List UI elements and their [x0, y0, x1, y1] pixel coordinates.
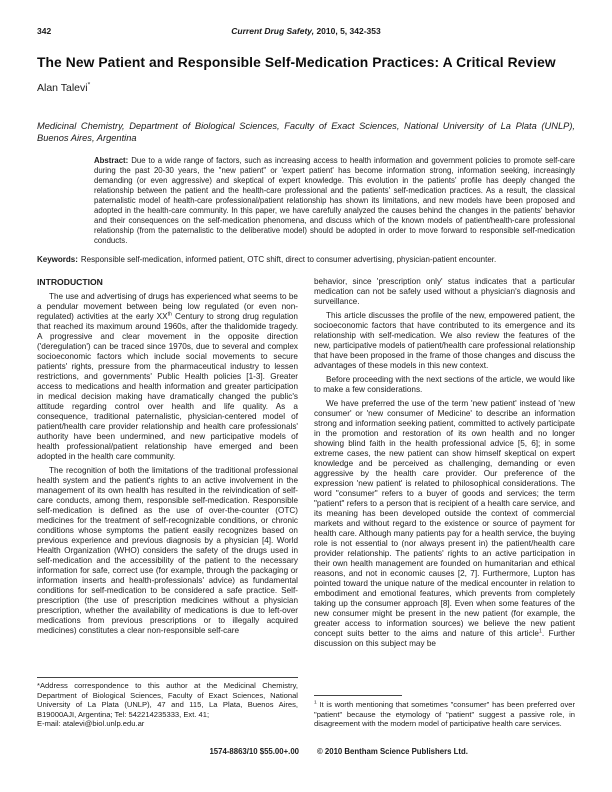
article-title: The New Patient and Responsible Self-Medication Practices: A Critical Review	[37, 55, 556, 70]
author-line	[37, 82, 575, 94]
footnote-separator	[314, 695, 402, 696]
superscript: 1	[314, 700, 317, 706]
superscript: th	[167, 310, 172, 317]
abstract-text: Due to a wide range of factors, such as increasing access to health information and government policies to promote self-care during the past 20-30 years, the "new patient" or 'expert patient' has become information strong, information seeking, increasingly demanding (or even aggressive) and skeptical of expert knowledge. This evolution in the patients' profile has deeply changed the relationship between the patient and the health-care professional and the patients' self-medication practices. As a result, the classical paternalistic model of health-care professional/patient relationship has shown its limitations, and new models have been proposed and adopted in the health-care community. In this paper, we have carefully analyzed the causes behind the changes in the patients' behavior and their consequences on the self-medication phenomena, and discuss which of the known models of patient/health-care professional relationship (from the paternalistic to the deliberative model) should be adopted in order to move forward to responsible self-medication conducts.	[94, 155, 575, 245]
keywords-line	[37, 255, 575, 264]
author-correspondence-mark: *	[87, 81, 91, 88]
text-run: E-mail: atalevi@biol.unlp.edu.ar	[37, 719, 145, 729]
left-column-text	[37, 292, 298, 640]
paragraph	[314, 700, 575, 728]
copyright-notice: © 2010 Bentham Science Publishers Ltd.	[317, 747, 468, 756]
abstract-block	[94, 156, 575, 246]
journal-reference	[127, 26, 485, 36]
text-run: Century to strong drug regulation that reached its maximum around 1960s, after the thalidomide tragedy. A progressive and clear movement in the opposite direction ('deregulation') can be traced since 1970s, due to several and complex socioeconomic factors which include social movements to secure patients' rights, pressure from the pharmaceutical industry to lessen restrictions, and governments' Public Health policies [1-3]. Greater access to medications and health information and greater participation in medical decision making have dramatically changed the public's attitude regarding control over health and life quality. As a consequence, traditional paternalistic, physician-centered model of patient/health care provider relationship and health care professionals' authority have been undermined, and new participative models of health professional/patient relationship have emerged and been adopted in the health care community.	[37, 311, 298, 461]
text-run: The recognition of both the limitations of the traditional professional health system and the patient's rights to an active involvement in the management of its own health has resulted in the reivindication of self-care conducts, among them, responsible self-medication. Responsible self-medication is defined as the use of over-the-counter (OTC) medicines for the treatment of self-recognizable conditions, or chronic conditions whose symptoms the patient easily recognizes based on previous experience and previous diagnosis by a physician [4]. World Health Organization (WHO) considers the safety of the drugs used in self-medication and the accessibility of the patient to the necessary information for safe, correct use (for example, through the packaging or information inserts and health-professionals' advice) as fundamental conditions for self-medication to be considered a safe practice. Self-prescription (the use of prescription medicines without a physician prescription, whether the availability of medications is due to left-over medications from previous prescriptions or to illegally acquired medicines) constitutes a clear non-responsible self-care	[37, 465, 298, 635]
journal-name: Current Drug Safety,	[231, 26, 315, 36]
section-heading-introduction: INTRODUCTION	[37, 276, 103, 287]
paragraph	[314, 399, 575, 649]
text-run: This article discusses the profile of the new, empowered patient, the socioeconomic factors that have contributed to its emergence and its relationship with self-medication. We also review the features of the new, participative models of patient/health care professional relationship that have been proposed in the frame of those changes and discuss the advantages of these models in this new context.	[314, 310, 575, 370]
superscript: 1	[538, 627, 542, 634]
footnote-1	[314, 695, 575, 728]
paragraph	[37, 292, 298, 462]
text-run: The use and advertising of drugs has experienced what seems to be a pendular movement between being low regulated (or even non-regulated) activities at the early XX	[37, 291, 298, 321]
page-footer	[37, 747, 575, 756]
text-run: Before proceeding with the next sections of the article, we would like to make a few considerations.	[314, 374, 575, 394]
issn-price: 1574-8863/10 $55.00+.00	[209, 747, 299, 756]
abstract-label: Abstract:	[94, 155, 129, 165]
text-run: . Further discussion on this subject may be	[314, 628, 575, 648]
body-columns	[37, 277, 575, 729]
paragraph	[37, 466, 298, 636]
page-number: 342	[37, 26, 52, 36]
left-column	[37, 277, 298, 729]
correspondence-footnote-text	[37, 681, 298, 728]
right-column	[314, 277, 575, 729]
author-name: Alan Talevi	[37, 81, 88, 94]
paragraph	[314, 277, 575, 307]
right-column-text	[314, 277, 575, 653]
paragraph	[37, 719, 298, 728]
paragraph	[314, 375, 575, 395]
paragraph	[314, 311, 575, 371]
keywords-text: Responsible self-medication, informed patient, OTC shift, direct to consumer advertising, physician-patient encounter.	[80, 254, 497, 264]
running-head	[37, 26, 575, 36]
journal-issue-info: 2010, 5, 342-353	[314, 26, 381, 36]
paragraph	[37, 681, 298, 719]
footnote-1-text	[314, 700, 575, 728]
correspondence-footnote	[37, 677, 298, 728]
text-run: behavior, since 'prescription only' status indicates that a particular medication can not be safely used without a physician's diagnosis and surveillance.	[314, 276, 575, 306]
affiliation: Medicinal Chemistry, Department of Biological Sciences, Faculty of Exact Sciences, National University of La Plata (UNLP), Buenos Aires, Argentina	[37, 120, 575, 143]
text-run: *Address correspondence to this author at the Medicinal Chemistry, Department of Biological Sciences, Faculty of Exact Sciences, National University of La Plata (UNLP), 47 and 115, La Plata, Buenos Aires, B19000AJI, Argentina; Tel: 542214235333, Ext. 41;	[37, 681, 298, 719]
text-run: It is worth mentioning that sometimes "consumer" has been preferred over "patient" because the etymology of "patient" suggest a passive role, in disagreement with the modern model of participative health care services.	[314, 700, 575, 729]
text-run: We have preferred the use of the term 'new patient' instead of 'new consumer' or 'new consumer of Medicine' to describe an information strong and information seeking patient, committed to actively participate in the promotion and restoration of its own health and no longer showing blind faith in the health professional advice [5, 6]; in some extreme cases, the new patient can show himself skeptical on expert knowledge and be perceived as challenging, demanding or even aggressive by the health care provider. Our preference of the expression 'new patient' is related to philosophical considerations. The word "consumer" refers to a buyer of goods and services; the term "patient" refers to a person that is recipient of a health care service, and its meaning has been developed outside the context of commercial markets and without regard to the existence or source of payment for health care. Although many patients pay for a health service, the buying role is not essential to (nor always present in) the patient/health care provider relationship. The patients' rights to an active participation in their own health management are founded on humanitarian and ethical reasons, and not in economic causes [2, 7]. Furthermore, Lupton has pointed toward the unique nature of the medical encounter in relation to embodiment and emotional features, which prevents from completely taking up the consumer approach [8]. Even when some features of the new consumer might be present in the new patient (for example, the greater access to information sources) we believe the new patient concept suits better to the aims and nature of this article	[314, 398, 575, 638]
keywords-label: Keywords:	[37, 254, 78, 264]
